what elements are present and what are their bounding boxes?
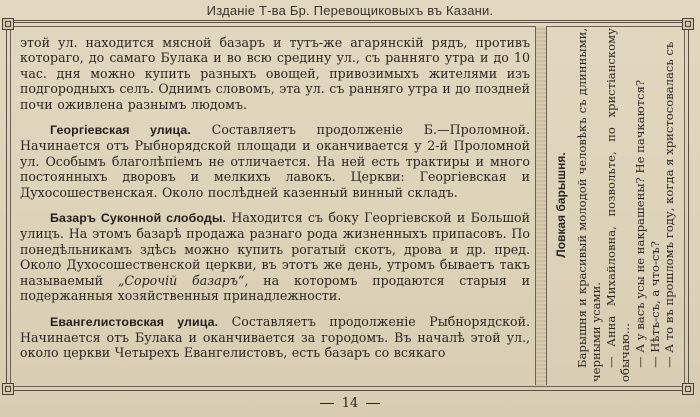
- section-text: , на которомъ продаются старыя и подержанныя хозяйственныя принадлежности.: [20, 272, 531, 304]
- running-header: Изданiе Т-ва Бр. Перевощиковыхъ въ Казани.: [206, 3, 494, 18]
- sidebar-line: — А то въ прошломъ году, когда я христосовалась съ: [662, 41, 677, 368]
- section-sukonnaya-bazaar: [20, 210, 530, 303]
- section-text: Составляетъ продолженiе Б.—Проломной. Начинается отъ Рыбнорядской площади и оканчивается у 2-й Проломной ул. Особымъ благолѣпiемъ не отличается. На ней есть трактиры и много постоянныхъ дворовъ и мелкихъ лавокъ. Церкви: Георгiевская и Духосошественская. Около послѣдней казенный винный складъ.: [20, 122, 530, 200]
- section-georgievskaya: [20, 122, 530, 200]
- sidebar-line: — Анна Михайловна, позвольте, по христiанскому обычаю...: [603, 28, 633, 382]
- corner-ornament-bottom-right: [682, 383, 694, 395]
- page-number-value: 14: [341, 396, 359, 411]
- section-heading: Базаръ Суконной слободы.: [50, 211, 227, 226]
- main-column: [20, 35, 530, 380]
- section-italic-term: „Сорочiй базаръ“: [117, 272, 245, 288]
- column-divider: [535, 26, 547, 385]
- sidebar-line: — А у васъ усы не накрашены? Не пачкаются?: [632, 79, 647, 368]
- section-text: Находится съ боку Георгiевской и Большой улицъ. На этомъ базарѣ продажа разнаго рода жизненныхъ припасовъ. По понедѣльникамъ здѣсь можно купить рогатый скотъ, дрова и др. пред. Около Духосошественской церкви, въ этотъ же день, утромъ бываетъ такъ называемый: [20, 210, 530, 288]
- sidebar-title: Ловкая барышня.: [554, 152, 568, 258]
- header-rule: [6, 20, 689, 21]
- sidebar-line: — Нѣтъ-съ, а что-съ?: [647, 241, 662, 368]
- section-text: Составляетъ продолженiе Рыбнорядской. Начинается отъ Булака и оканчивается за городомъ. Въ началѣ этой ул., около церкви Четырехъ Евангелистовъ, есть базаръ со всякаго: [20, 313, 530, 361]
- intro-paragraph: этой ул. находится мясной базаръ и тутъ-же агарянскiй рядъ, противъ котораго, до самаго Булака и во всю средину ул., съ ранняго утра и до 10 час. дня можно купить разныхъ овощей, привозимыхъ жителями изъ подгородныхъ селъ. Однимъ словомъ, эта ул. съ ранняго утра и до поздней почи оживлена разнымъ людомъ.: [20, 35, 530, 112]
- section-heading: Георгiевская улица.: [50, 123, 191, 138]
- section-evangelistovskaya: [20, 314, 530, 361]
- corner-ornament-top-right: [682, 18, 694, 30]
- section-heading: Евангелистовская улица.: [50, 314, 219, 329]
- page-number: [0, 396, 700, 414]
- corner-ornament-top-left: [2, 18, 14, 30]
- corner-ornament-bottom-left: [2, 383, 14, 395]
- sidebar-anecdote: [552, 28, 677, 382]
- sidebar-rotated-text: [552, 28, 677, 382]
- sidebar-line: Барышня и красивый молодой человѣкъ съ длинными, черными усами.: [574, 28, 604, 382]
